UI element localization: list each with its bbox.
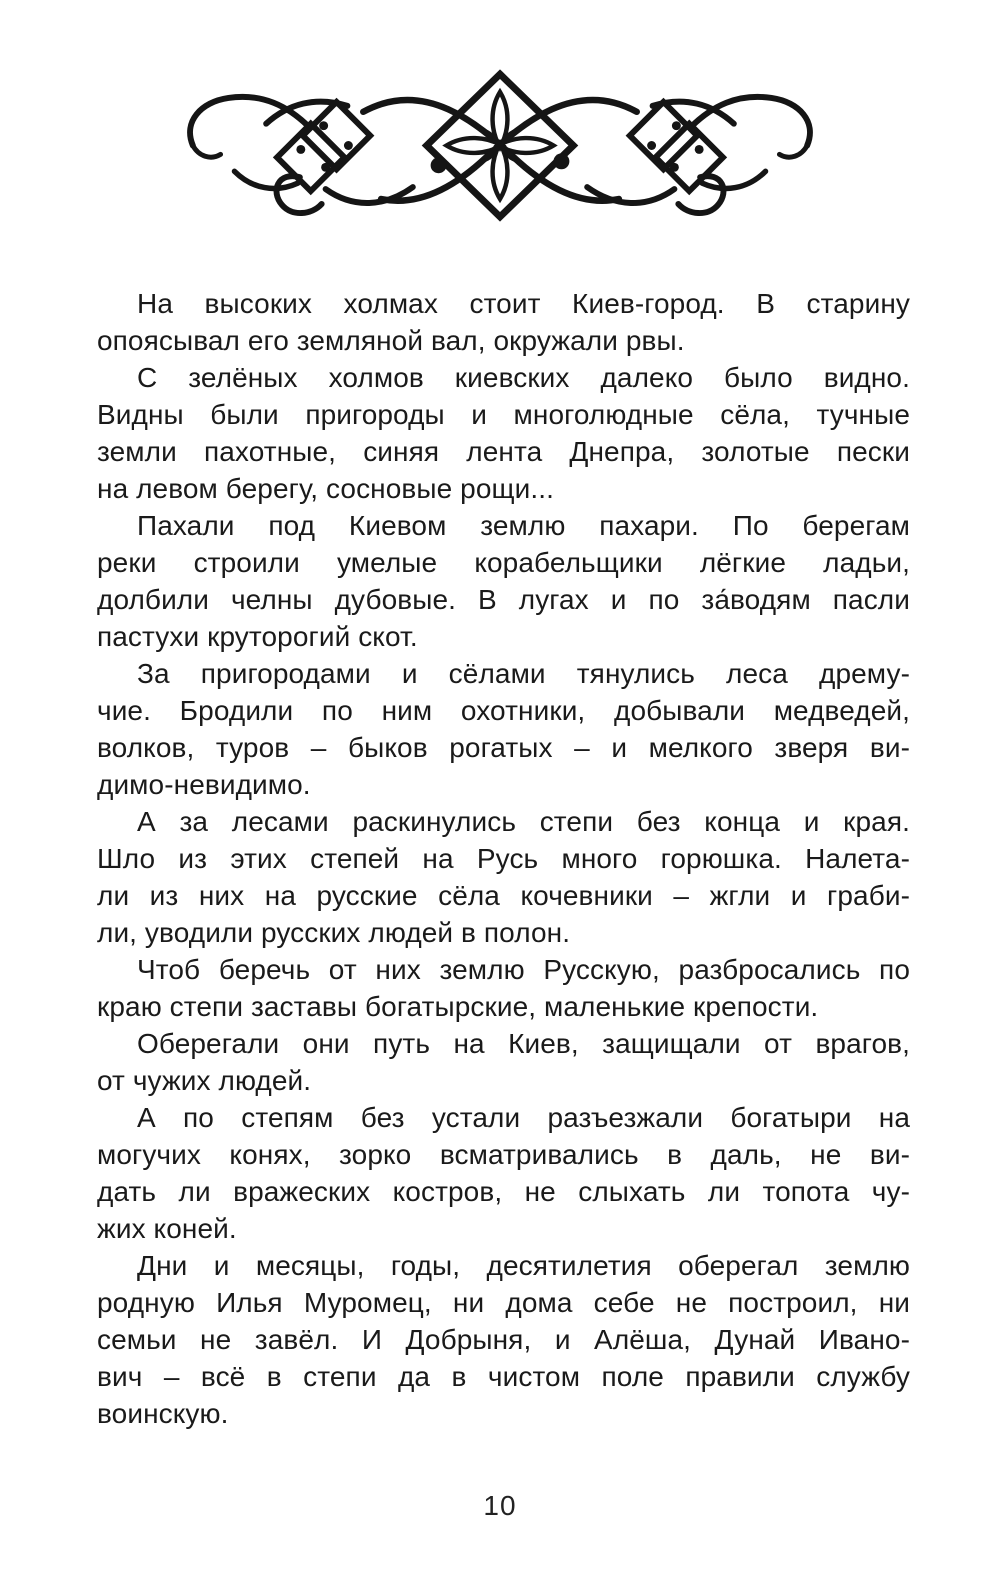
- text-block: [97, 285, 910, 1432]
- paragraph: [97, 285, 910, 359]
- text-line: пастухи круторогий скот.: [97, 621, 418, 652]
- text-line: семьи не завёл. И Добрыня, и Алёша, Дунай Ивано-: [97, 1324, 910, 1355]
- paragraph: [97, 655, 910, 803]
- right-knot-motif: [587, 97, 810, 213]
- text-line: опоясывал его земляной вал, окружали рвы.: [97, 325, 685, 356]
- text-line: от чужих людей.: [97, 1065, 312, 1096]
- paragraph: [97, 951, 910, 1025]
- text-line: ли из них на русские сёла кочевники – жгли и граби-: [97, 880, 910, 911]
- text-line: могучих конях, зорко всматривались в даль, не ви-: [97, 1139, 910, 1170]
- page-number: 10: [483, 1490, 517, 1521]
- text-line: ли, уводили русских людей в полон.: [97, 917, 571, 948]
- text-line: А за лесами раскинулись степи без конца и края.: [137, 806, 910, 837]
- text-line: Чтоб беречь от них землю Русскую, разбросались по: [137, 954, 910, 985]
- text-line: За пригородами и сёлами тянулись леса дрему-: [137, 658, 910, 689]
- paragraph: [97, 1247, 910, 1432]
- text-line: димо-невидимо.: [97, 769, 311, 800]
- knotwork-vignette-icon: [175, 62, 825, 229]
- text-line: долбили челны дубовые. В лугах и по за́водям пасли: [97, 584, 910, 615]
- text-line: краю степи заставы богатырские, маленькие крепости.: [97, 991, 819, 1022]
- paragraph: [97, 1099, 910, 1247]
- text-line: жих коней.: [97, 1213, 237, 1244]
- paragraph: [97, 507, 910, 655]
- text-line: воинскую.: [97, 1398, 229, 1429]
- text-line: Шло из этих степей на Русь много горюшка. Налета-: [97, 843, 910, 874]
- text-line: вич – всё в степи да в чистом поле правили службу: [97, 1361, 910, 1392]
- text-line: дать ли вражеских костров, не слыхать ли топота чу-: [97, 1176, 910, 1207]
- text-line: Видны были пригороды и многолюдные сёла, тучные: [97, 399, 910, 430]
- text-line: реки строили умелые корабельщики лёгкие ладьи,: [97, 547, 910, 578]
- paragraph: [97, 803, 910, 951]
- text-line: Пахали под Киевом землю пахари. По берегам: [137, 510, 910, 541]
- text-line: родную Илья Муромец, ни дома себе не построил, ни: [97, 1287, 910, 1318]
- paragraph: [97, 1025, 910, 1099]
- text-line: на левом берегу, сосновые рощи...: [97, 473, 555, 504]
- text-line: чие. Бродили по ним охотники, добывали медведей,: [97, 695, 910, 726]
- page-footer: [0, 1490, 1000, 1522]
- text-line: Оберегали они путь на Киев, защищали от врагов,: [137, 1028, 910, 1059]
- text-line: волков, туров – быков рогатых – и мелкого зверя ви-: [97, 732, 910, 763]
- ornament-headpiece: [175, 62, 825, 229]
- text-line: С зелёных холмов киевских далеко было видно.: [137, 362, 910, 393]
- paragraph: [97, 359, 910, 507]
- text-line: А по степям без устали разъезжали богатыри на: [137, 1102, 910, 1133]
- text-line: земли пахотные, синяя лента Днепра, золотые пески: [97, 436, 910, 467]
- left-knot-motif: [190, 97, 413, 213]
- text-line: Дни и месяцы, годы, десятилетия оберегал землю: [137, 1250, 910, 1281]
- central-diamond-flower: [427, 74, 574, 217]
- text-line: На высоких холмах стоит Киев-город. В старину: [137, 288, 910, 319]
